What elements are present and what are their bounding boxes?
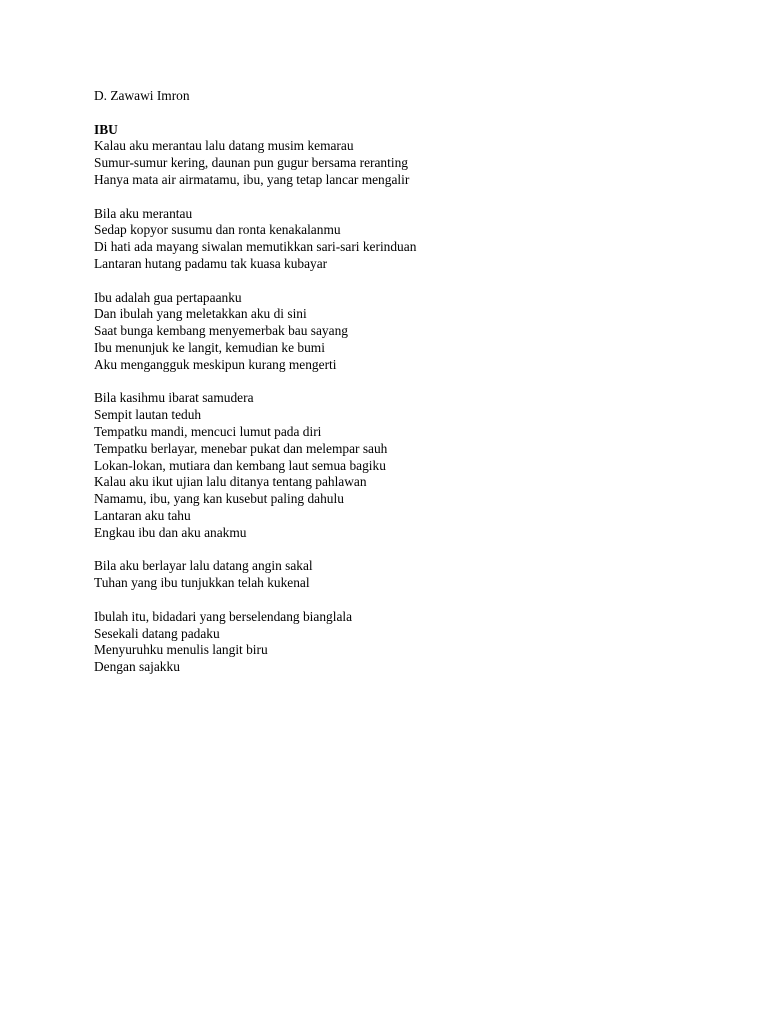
poem-line: Ibulah itu, bidadari yang berselendang bianglala: [94, 608, 353, 624]
poem-line: Dengan sajakku: [94, 659, 180, 675]
poem-line: Tempatku berlayar, menebar pukat dan melempar sauh: [94, 440, 388, 456]
stanza-5: [94, 558, 694, 592]
poem-line: Dan ibulah yang meletakkan aku di sini: [94, 306, 307, 322]
poem-line: Sempit lautan teduh: [94, 407, 202, 423]
poem-line: Lokan-lokan, mutiara dan kembang laut semua bagiku: [94, 457, 386, 473]
poem-line: Kalau aku merantau lalu datang musim kemarau: [94, 138, 354, 154]
poem-line: Sumur-sumur kering, daunan pun gugur bersama reranting: [94, 155, 408, 171]
poem-line: Lantaran hutang padamu tak kuasa kubayar: [94, 255, 328, 271]
poem-line: Tuhan yang ibu tunjukkan telah kukenal: [94, 575, 310, 591]
poem-line: Hanya mata air airmatamu, ibu, yang tetap lancar mengalir: [94, 171, 410, 187]
stanza-3: [94, 290, 694, 374]
stanza-6: [94, 609, 694, 676]
author-name: D. Zawawi Imron: [94, 88, 190, 103]
poem-line: Sedap kopyor susumu dan ronta kenakalanmu: [94, 222, 341, 238]
stanza-2: [94, 206, 694, 273]
poem-line: Aku mengangguk meskipun kurang mengerti: [94, 356, 337, 372]
poem-line: Namamu, ibu, yang kan kusebut paling dahulu: [94, 491, 344, 507]
poem-line: Menyuruhku menulis langit biru: [94, 642, 268, 658]
poem-line: Kalau aku ikut ujian lalu ditanya tentang pahlawan: [94, 474, 367, 490]
poem-content: [94, 88, 694, 693]
poem-line: Tempatku mandi, mencuci lumut pada diri: [94, 423, 322, 439]
poem-line: Ibu menunjuk ke langit, kemudian ke bumi: [94, 339, 325, 355]
spacer: [94, 105, 694, 122]
poem-line: Bila aku berlayar lalu datang angin sakal: [94, 558, 313, 574]
poem-line: Sesekali datang padaku: [94, 625, 220, 641]
stanza-1: [94, 138, 694, 188]
stanza-4: [94, 390, 694, 541]
poem-line: Saat bunga kembang menyemerbak bau sayang: [94, 323, 348, 339]
poem-line: Lantaran aku tahu: [94, 507, 191, 523]
poem-title: IBU: [94, 121, 118, 137]
poem-line: Ibu adalah gua pertapaanku: [94, 289, 242, 305]
poem-line: Bila aku merantau: [94, 205, 193, 221]
poem-line: Bila kasihmu ibarat samudera: [94, 390, 254, 406]
poem-line: Di hati ada mayang siwalan memutikkan sari-sari kerinduan: [94, 239, 417, 255]
poem-line: Engkau ibu dan aku anakmu: [94, 524, 247, 540]
